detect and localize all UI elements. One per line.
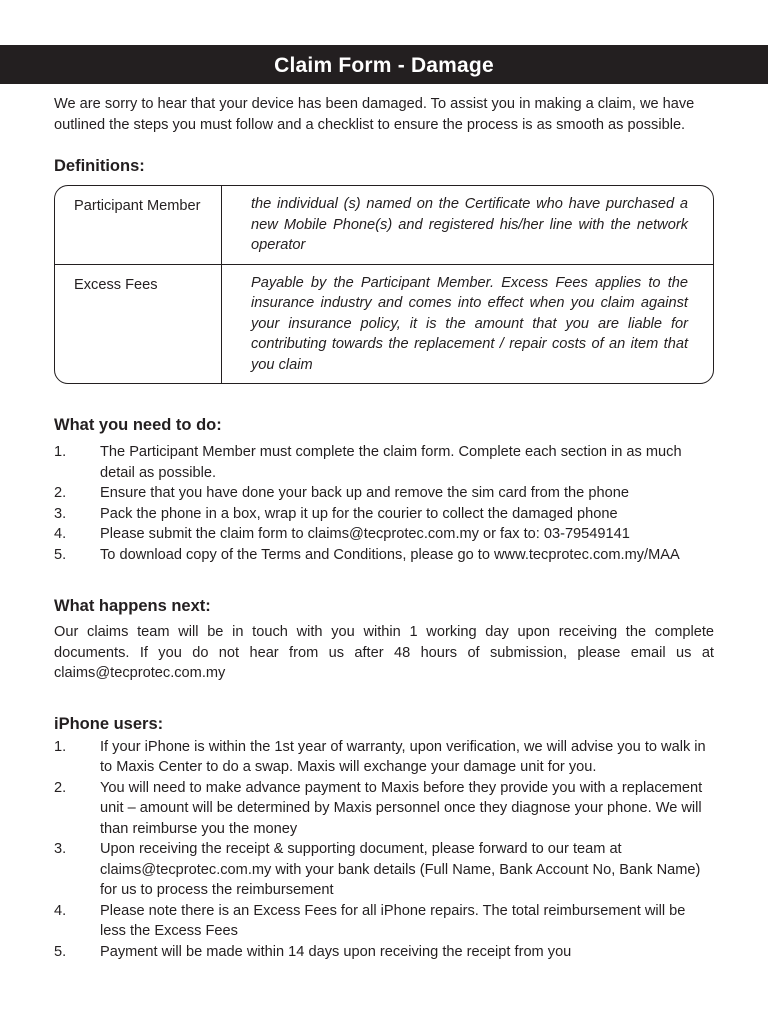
list-item — [54, 901, 714, 942]
document-body — [54, 94, 714, 962]
list-text: The Participant Member must complete the claim form. Complete each section in as much detail as possible. — [100, 444, 682, 481]
list-number: 1. — [54, 444, 67, 460]
list-number: 4. — [54, 526, 67, 542]
definition-term: Participant Member — [55, 186, 222, 264]
next-paragraph: Our claims team will be in touch with you within 1 working day upon receiving the complete documents. If you do not hear from us after 48 hours of submission, please email us at claims@tecprotec.com.my — [54, 624, 714, 681]
todo-list — [54, 442, 714, 565]
list-item — [54, 942, 714, 963]
list-item — [54, 504, 714, 525]
list-item — [54, 442, 714, 483]
list-item — [54, 545, 714, 566]
definition-row — [55, 186, 713, 264]
list-item — [54, 839, 714, 901]
list-item — [54, 778, 714, 840]
list-number: 2. — [54, 779, 67, 796]
todo-heading: What you need to do: — [54, 416, 222, 434]
list-text: If your iPhone is within the 1st year of warranty, upon verification, we will advise you to walk in to Maxis Center to do a swap. Maxis will exchange your damage unit for you. — [100, 738, 706, 775]
list-number: 3. — [54, 505, 67, 522]
definition-description: Payable by the Participant Member. Excess Fees applies to the insurance industry and comes into effect when you claim against your insurance policy, it is the amount that you are liable for contributing towards the replacement / repair costs of an item that you claim — [251, 274, 688, 373]
intro-paragraph: We are sorry to hear that your device has been damaged. To assist you in making a claim, we have outlined the steps you must follow and a checklist to ensure the process is as smooth as possible. — [54, 96, 695, 133]
list-text: Please submit the claim form to claims@tecprotec.com.my or fax to: 03-79549141 — [100, 526, 630, 542]
list-number: 1. — [54, 738, 67, 755]
next-heading: What happens next: — [54, 597, 211, 615]
page-title: Claim Form - Damage — [0, 45, 768, 84]
definitions-heading: Definitions: — [54, 157, 145, 175]
list-text: Pack the phone in a box, wrap it up for the courier to collect the damaged phone — [100, 505, 618, 522]
definition-term: Excess Fees — [55, 265, 222, 384]
list-number: 5. — [54, 546, 67, 563]
iphone-heading: iPhone users: — [54, 714, 164, 733]
list-item — [54, 737, 714, 778]
list-number: 5. — [54, 943, 67, 960]
list-text: Ensure that you have done your back up and remove the sim card from the phone — [100, 485, 629, 501]
list-text: To download copy of the Terms and Conditions, please go to www.tecprotec.com.my/MAA — [100, 546, 680, 563]
list-item — [54, 483, 714, 504]
list-number: 2. — [54, 485, 67, 501]
iphone-list — [54, 737, 714, 963]
definitions-table — [54, 185, 714, 384]
list-item — [54, 524, 714, 545]
definition-row — [55, 264, 713, 384]
list-number: 3. — [54, 841, 67, 857]
definition-description: the individual (s) named on the Certificate who have purchased a new Mobile Phone(s) and registered his/her line with the network operator — [251, 196, 688, 253]
list-text: Upon receiving the receipt & supporting document, please forward to our team at claims@tecprotec.com.my with your bank details (Full Name, Bank Account No, Bank Name) for us to process the reimbursement — [100, 841, 701, 898]
list-number: 4. — [54, 902, 67, 919]
list-text: Please note there is an Excess Fees for all iPhone repairs. The total reimbursement will be less the Excess Fees — [100, 902, 686, 939]
list-text: You will need to make advance payment to Maxis before they provide you with a replacement unit – amount will be determined by Maxis personnel once they diagnose your phone. We will than reimburse you the money — [100, 779, 703, 837]
list-text: Payment will be made within 14 days upon receiving the receipt from you — [100, 943, 572, 960]
